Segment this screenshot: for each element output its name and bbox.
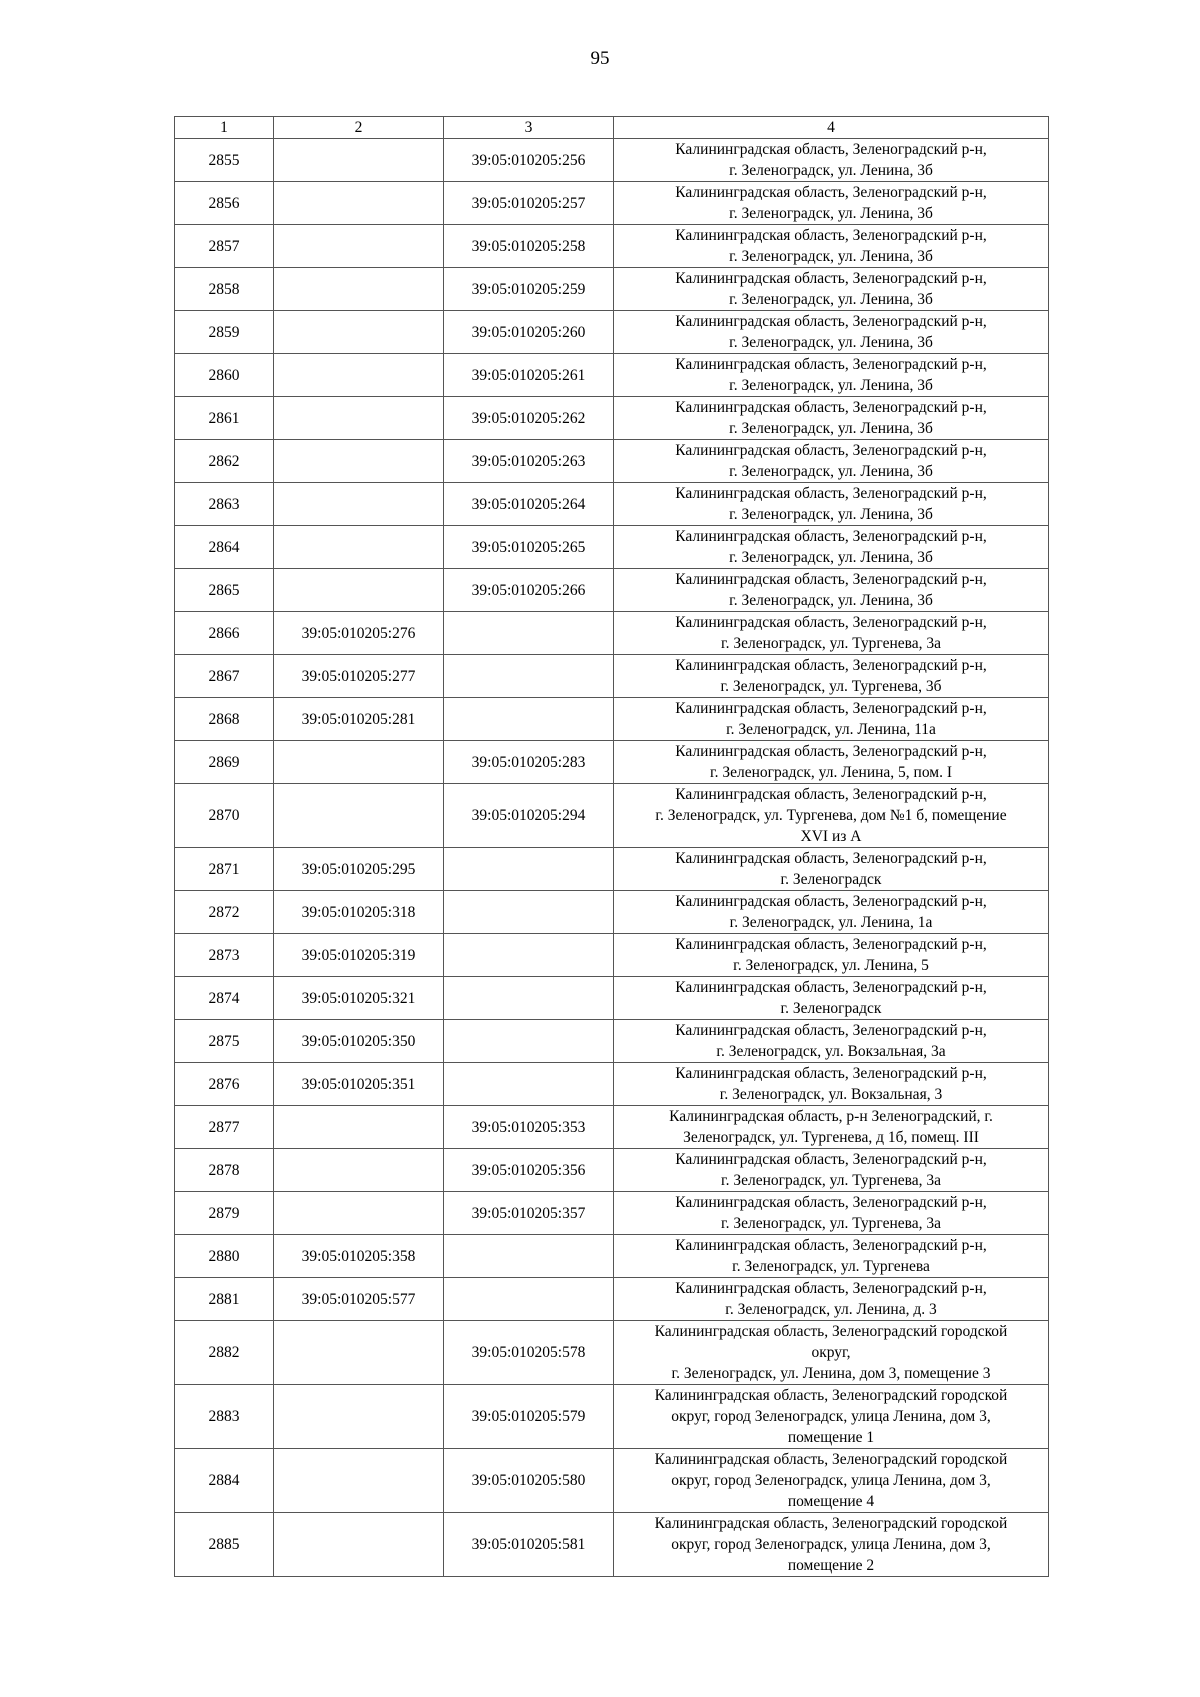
cadastral-number-cell (274, 526, 444, 569)
premises-cadastral-cell: 39:05:010205:580 (444, 1449, 614, 1513)
cadastral-number-cell: 39:05:010205:358 (274, 1235, 444, 1278)
table-row (175, 848, 1049, 891)
cadastral-number-cell (274, 1192, 444, 1235)
table-row (175, 569, 1049, 612)
cadastral-number-cell (274, 397, 444, 440)
row-number-cell: 2860 (175, 354, 274, 397)
cadastral-number-cell (274, 182, 444, 225)
premises-cadastral-cell (444, 1278, 614, 1321)
address-cell: Калининградская область, Зеленоградский р-н, г. Зеленоградск, ул. Ленина, 3б (614, 139, 1049, 182)
row-number-cell: 2872 (175, 891, 274, 934)
table-row (175, 1449, 1049, 1513)
table-row (175, 526, 1049, 569)
cadastral-number-cell (274, 741, 444, 784)
table-row (175, 397, 1049, 440)
premises-cadastral-cell (444, 1235, 614, 1278)
premises-cadastral-cell: 39:05:010205:578 (444, 1321, 614, 1385)
premises-cadastral-cell: 39:05:010205:294 (444, 784, 614, 848)
table-row (175, 977, 1049, 1020)
cadastral-number-cell (274, 784, 444, 848)
cadastral-number-cell (274, 139, 444, 182)
address-cell: Калининградская область, Зеленоградский городской округ, город Зеленоградск, улица Ленина, дом 3, помещение 4 (614, 1449, 1049, 1513)
premises-cadastral-cell (444, 655, 614, 698)
cadastral-number-cell (274, 268, 444, 311)
cadastral-number-cell (274, 311, 444, 354)
premises-cadastral-cell: 39:05:010205:353 (444, 1106, 614, 1149)
premises-cadastral-cell: 39:05:010205:257 (444, 182, 614, 225)
row-number-cell: 2883 (175, 1385, 274, 1449)
table-row (175, 311, 1049, 354)
premises-cadastral-cell: 39:05:010205:357 (444, 1192, 614, 1235)
address-cell: Калининградская область, Зеленоградский р-н, г. Зеленоградск, ул. Ленина, 5 (614, 934, 1049, 977)
table-row (175, 440, 1049, 483)
row-number-cell: 2871 (175, 848, 274, 891)
cadastral-number-cell: 39:05:010205:276 (274, 612, 444, 655)
cadastral-number-cell (274, 1149, 444, 1192)
premises-cadastral-cell: 39:05:010205:265 (444, 526, 614, 569)
table-row (175, 891, 1049, 934)
address-cell: Калининградская область, Зеленоградский р-н, г. Зеленоградск, ул. Вокзальная, 3 (614, 1063, 1049, 1106)
cadastral-number-cell: 39:05:010205:321 (274, 977, 444, 1020)
cadastral-number-cell: 39:05:010205:318 (274, 891, 444, 934)
address-cell: Калининградская область, Зеленоградский р-н, г. Зеленоградск, ул. Ленина, 1а (614, 891, 1049, 934)
row-number-cell: 2878 (175, 1149, 274, 1192)
column-header-3: 3 (444, 117, 614, 139)
premises-cadastral-cell: 39:05:010205:258 (444, 225, 614, 268)
address-cell: Калининградская область, Зеленоградский р-н, г. Зеленоградск, ул. Ленина, 5, пом. I (614, 741, 1049, 784)
table-row (175, 612, 1049, 655)
table-row (175, 268, 1049, 311)
cadastral-number-cell: 39:05:010205:295 (274, 848, 444, 891)
row-number-cell: 2884 (175, 1449, 274, 1513)
cadastral-number-cell (274, 1321, 444, 1385)
table-row (175, 1321, 1049, 1385)
table-body (175, 139, 1049, 1577)
cadastral-number-cell (274, 1385, 444, 1449)
premises-cadastral-cell: 39:05:010205:579 (444, 1385, 614, 1449)
premises-cadastral-cell (444, 1063, 614, 1106)
premises-cadastral-cell: 39:05:010205:261 (444, 354, 614, 397)
cadastral-number-cell: 39:05:010205:577 (274, 1278, 444, 1321)
row-number-cell: 2876 (175, 1063, 274, 1106)
row-number-cell: 2873 (175, 934, 274, 977)
premises-cadastral-cell: 39:05:010205:259 (444, 268, 614, 311)
table-row (175, 1063, 1049, 1106)
table-row (175, 698, 1049, 741)
table-row (175, 1020, 1049, 1063)
premises-cadastral-cell (444, 698, 614, 741)
premises-cadastral-cell (444, 934, 614, 977)
row-number-cell: 2866 (175, 612, 274, 655)
row-number-cell: 2856 (175, 182, 274, 225)
cadastral-number-cell (274, 569, 444, 612)
table-row (175, 934, 1049, 977)
row-number-cell: 2877 (175, 1106, 274, 1149)
address-cell: Калининградская область, Зеленоградский р-н, г. Зеленоградск, ул. Ленина, 3б (614, 483, 1049, 526)
cadastral-number-cell (274, 440, 444, 483)
address-cell: Калининградская область, Зеленоградский р-н, г. Зеленоградск, ул. Тургенева, дом №1 б, помещение XVI из А (614, 784, 1049, 848)
row-number-cell: 2857 (175, 225, 274, 268)
row-number-cell: 2868 (175, 698, 274, 741)
cadastral-number-cell: 39:05:010205:351 (274, 1063, 444, 1106)
address-cell: Калининградская область, Зеленоградский р-н, г. Зеленоградск (614, 848, 1049, 891)
address-cell: Калининградская область, Зеленоградский р-н, г. Зеленоградск, ул. Тургенева, 3а (614, 1192, 1049, 1235)
address-cell: Калининградская область, Зеленоградский городской округ, город Зеленоградск, улица Ленина, дом 3, помещение 2 (614, 1513, 1049, 1577)
row-number-cell: 2864 (175, 526, 274, 569)
table-row (175, 1106, 1049, 1149)
address-cell: Калининградская область, Зеленоградский р-н, г. Зеленоградск, ул. Ленина, 3б (614, 311, 1049, 354)
table-row (175, 1192, 1049, 1235)
row-number-cell: 2859 (175, 311, 274, 354)
row-number-cell: 2855 (175, 139, 274, 182)
page-number: 95 (590, 48, 610, 69)
cadastral-number-cell: 39:05:010205:350 (274, 1020, 444, 1063)
address-cell: Калининградская область, Зеленоградский р-н, г. Зеленоградск, ул. Ленина, д. 3 (614, 1278, 1049, 1321)
address-cell: Калининградская область, Зеленоградский р-н, г. Зеленоградск, ул. Ленина, 11а (614, 698, 1049, 741)
cadastral-number-cell (274, 1106, 444, 1149)
row-number-cell: 2867 (175, 655, 274, 698)
row-number-cell: 2858 (175, 268, 274, 311)
cadastral-number-cell: 39:05:010205:319 (274, 934, 444, 977)
table-row (175, 1149, 1049, 1192)
address-cell: Калининградская область, Зеленоградский р-н, г. Зеленоградск, ул. Тургенева (614, 1235, 1049, 1278)
premises-cadastral-cell (444, 977, 614, 1020)
address-cell: Калининградская область, Зеленоградский р-н, г. Зеленоградск, ул. Тургенева, 3б (614, 655, 1049, 698)
table-row (175, 1513, 1049, 1577)
registry-table (174, 116, 1049, 1577)
address-cell: Калининградская область, Зеленоградский р-н, г. Зеленоградск, ул. Тургенева, 3а (614, 612, 1049, 655)
cadastral-number-cell (274, 225, 444, 268)
row-number-cell: 2870 (175, 784, 274, 848)
row-number-cell: 2874 (175, 977, 274, 1020)
table-row (175, 655, 1049, 698)
table-row (175, 182, 1049, 225)
row-number-cell: 2861 (175, 397, 274, 440)
table-row (175, 483, 1049, 526)
row-number-cell: 2865 (175, 569, 274, 612)
address-cell: Калининградская область, р-н Зеленоградский, г. Зеленоградск, ул. Тургенева, д 1б, помещ. III (614, 1106, 1049, 1149)
table-row (175, 1385, 1049, 1449)
address-cell: Калининградская область, Зеленоградский городской округ, г. Зеленоградск, ул. Ленина, дом 3, помещение 3 (614, 1321, 1049, 1385)
address-cell: Калининградская область, Зеленоградский р-н, г. Зеленоградск, ул. Тургенева, 3а (614, 1149, 1049, 1192)
column-header-4: 4 (614, 117, 1049, 139)
address-cell: Калининградская область, Зеленоградский р-н, г. Зеленоградск, ул. Ленина, 3б (614, 569, 1049, 612)
premises-cadastral-cell (444, 1020, 614, 1063)
row-number-cell: 2875 (175, 1020, 274, 1063)
row-number-cell: 2882 (175, 1321, 274, 1385)
table-row (175, 1278, 1049, 1321)
cadastral-number-cell (274, 1449, 444, 1513)
premises-cadastral-cell: 39:05:010205:581 (444, 1513, 614, 1577)
premises-cadastral-cell (444, 848, 614, 891)
table-row (175, 741, 1049, 784)
address-cell: Калининградская область, Зеленоградский р-н, г. Зеленоградск, ул. Ленина, 3б (614, 268, 1049, 311)
address-cell: Калининградская область, Зеленоградский р-н, г. Зеленоградск (614, 977, 1049, 1020)
premises-cadastral-cell: 39:05:010205:256 (444, 139, 614, 182)
premises-cadastral-cell: 39:05:010205:356 (444, 1149, 614, 1192)
row-number-cell: 2863 (175, 483, 274, 526)
row-number-cell: 2885 (175, 1513, 274, 1577)
table-row (175, 784, 1049, 848)
cadastral-number-cell (274, 354, 444, 397)
column-header-1: 1 (175, 117, 274, 139)
row-number-cell: 2869 (175, 741, 274, 784)
cadastral-number-cell: 39:05:010205:281 (274, 698, 444, 741)
address-cell: Калининградская область, Зеленоградский р-н, г. Зеленоградск, ул. Ленина, 3б (614, 526, 1049, 569)
address-cell: Калининградская область, Зеленоградский р-н, г. Зеленоградск, ул. Вокзальная, 3а (614, 1020, 1049, 1063)
row-number-cell: 2879 (175, 1192, 274, 1235)
table-row (175, 139, 1049, 182)
premises-cadastral-cell (444, 612, 614, 655)
cadastral-number-cell (274, 483, 444, 526)
premises-cadastral-cell: 39:05:010205:266 (444, 569, 614, 612)
premises-cadastral-cell: 39:05:010205:283 (444, 741, 614, 784)
row-number-cell: 2881 (175, 1278, 274, 1321)
row-number-cell: 2880 (175, 1235, 274, 1278)
address-cell: Калининградская область, Зеленоградский городской округ, город Зеленоградск, улица Ленина, дом 3, помещение 1 (614, 1385, 1049, 1449)
cadastral-number-cell: 39:05:010205:277 (274, 655, 444, 698)
cadastral-number-cell (274, 1513, 444, 1577)
address-cell: Калининградская область, Зеленоградский р-н, г. Зеленоградск, ул. Ленина, 3б (614, 225, 1049, 268)
table-row (175, 225, 1049, 268)
premises-cadastral-cell: 39:05:010205:264 (444, 483, 614, 526)
address-cell: Калининградская область, Зеленоградский р-н, г. Зеленоградск, ул. Ленина, 3б (614, 397, 1049, 440)
table-row (175, 354, 1049, 397)
premises-cadastral-cell: 39:05:010205:263 (444, 440, 614, 483)
header-row (175, 117, 1049, 139)
address-cell: Калининградская область, Зеленоградский р-н, г. Зеленоградск, ул. Ленина, 3б (614, 182, 1049, 225)
column-header-2: 2 (274, 117, 444, 139)
row-number-cell: 2862 (175, 440, 274, 483)
table-row (175, 1235, 1049, 1278)
premises-cadastral-cell (444, 891, 614, 934)
premises-cadastral-cell: 39:05:010205:262 (444, 397, 614, 440)
table-header (175, 117, 1049, 139)
address-cell: Калининградская область, Зеленоградский р-н, г. Зеленоградск, ул. Ленина, 3б (614, 440, 1049, 483)
address-cell: Калининградская область, Зеленоградский р-н, г. Зеленоградск, ул. Ленина, 3б (614, 354, 1049, 397)
premises-cadastral-cell: 39:05:010205:260 (444, 311, 614, 354)
